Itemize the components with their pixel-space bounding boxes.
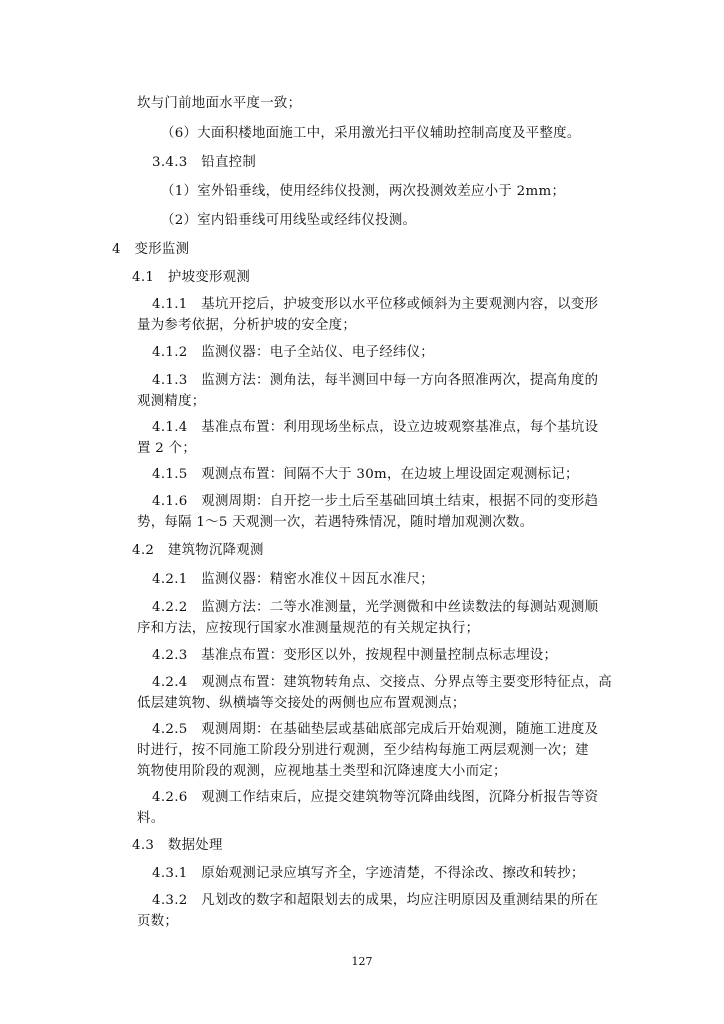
text-line: 4.2.1 监测仪器：精密水准仪＋因瓦水准尺； — [152, 572, 435, 587]
text-line: 筑物使用阶段的观测，应视地基土类型和沉降速度大小而定； — [137, 764, 507, 779]
text-line: 4.2.3 基准点布置：变形区以外，按规程中测量控制点标志埋设； — [152, 648, 558, 663]
section-heading: 4.3 数据处理 — [132, 838, 223, 853]
text-line: 4.2.6 观测工作结束后，应提交建筑物等沉降曲线图，沉降分析报告等资 — [152, 790, 599, 805]
text-line: （6）大面积楼地面施工中，采用激光扫平仪辅助控制高度及平整度。 — [161, 126, 581, 141]
text-line: 置 2 个； — [137, 441, 197, 456]
text-line: 序和方法，应按现行国家水准测量规范的有关规定执行； — [137, 621, 480, 636]
page-number: 127 — [351, 955, 373, 968]
text-line: 观测精度； — [137, 394, 206, 409]
text-line: 料。 — [137, 811, 165, 826]
text-line: 页数； — [137, 914, 179, 929]
text-line: 量为参考依据，分析护坡的安全度； — [137, 318, 357, 333]
text-line: 4.1.4 基准点布置：利用现场坐标点，设立边坡观察基准点，每个基坑设 — [152, 420, 599, 435]
text-line: （1）室外铅垂线，使用经纬仪投测，两次投测效差应小于 2mm； — [161, 184, 566, 199]
text-line: 4.2.2 监测方法：二等水准测量，光学测微和中丝读数法的每测站观测顺 — [152, 600, 599, 615]
text-line: 4.1.3 监测方法：测角法，每半测回中每一方向各照准两次，提高角度的 — [152, 373, 599, 388]
chapter-heading: 4 变形监测 — [112, 242, 190, 257]
text-line: 时进行，按不同施工阶段分别进行观测，至少结构每施工两层观测一次；建 — [137, 743, 589, 758]
section-heading: 4.2 建筑物沉降观测 — [132, 543, 264, 558]
text-line: 势，每隔 1～5 天观测一次，若遇特殊情况，随时增加观测次数。 — [137, 515, 534, 530]
text-line: 4.1.1 基坑开挖后，护坡变形以水平位移或倾斜为主要观测内容，以变形 — [152, 297, 599, 312]
text-line: 4.2.4 观测点布置：建筑物转角点、交接点、分界点等主要变形特征点，高 — [152, 675, 612, 690]
subsection-heading: 3.4.3 铅直控制 — [152, 155, 257, 170]
text-line: 4.1.6 观测周期：自开挖一步土后至基础回填土结束，根据不同的变形趋 — [152, 494, 599, 509]
text-line: 4.3.2 凡划改的数字和超限划去的成果，均应注明原因及重测结果的所在 — [152, 893, 599, 908]
text-line: 坎与门前地面水平度一致； — [137, 96, 302, 111]
text-line: 4.1.2 监测仪器：电子全站仪、电子经纬仪； — [152, 345, 435, 360]
section-heading: 4.1 护坡变形观测 — [132, 270, 251, 285]
text-line: 4.1.5 观测点布置：间隔不大于 30m，在边坡上埋设固定观测标记； — [152, 467, 579, 482]
text-line: （2）室内铅垂线可用线坠或经纬仪投测。 — [161, 213, 417, 228]
text-line: 低层建筑物、纵横墙等交接处的两侧也应布置观测点； — [137, 696, 466, 711]
text-line: 4.3.1 原始观测记录应填写齐全，字迹清楚，不得涂改、擦改和转抄； — [152, 866, 585, 881]
text-line: 4.2.5 观测周期：在基础垫层或基础底部完成后开始观测，随施工进度及 — [152, 722, 599, 737]
